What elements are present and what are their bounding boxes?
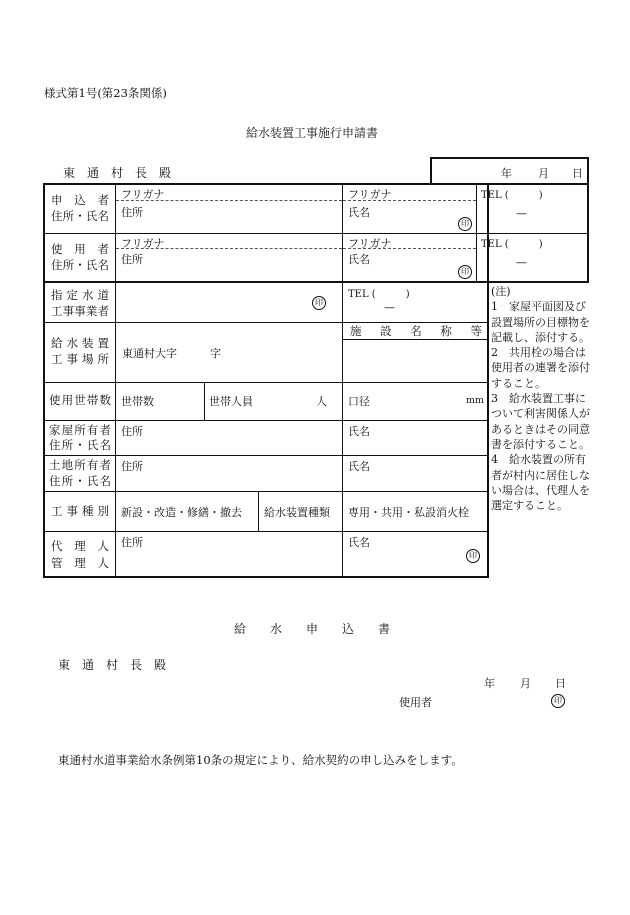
user-name-furigana-label: フリガナ: [348, 237, 392, 250]
lower-date-year: 年: [484, 677, 495, 690]
user-label: 使 用 者: [51, 242, 109, 256]
applicant-seal-icon: 印: [458, 217, 472, 231]
work-type-label: 工 事 種 別: [51, 504, 109, 518]
notes-section: [491, 284, 594, 513]
user-tel-label: TEL ( ): [481, 239, 543, 250]
applicant-address-label: 住所: [121, 206, 143, 219]
site-label-2: 工 事 場 所: [51, 352, 109, 366]
agent-label-1: 代 理 人: [51, 539, 109, 553]
agent-address-label: 住所: [121, 536, 143, 549]
agent-seal-icon: 印: [466, 549, 480, 563]
date-day-label: 日: [572, 167, 583, 180]
land-owner-sublabel: 住所・氏名: [49, 474, 111, 488]
bore-unit-label: mm: [466, 395, 485, 406]
house-owner-name-label: 氏名: [348, 425, 370, 438]
house-owner-address-label: 住所: [121, 425, 143, 438]
applicant-name-label: 氏名: [348, 206, 370, 219]
user-address-label: 住所: [121, 253, 143, 266]
user-name-label: 氏名: [348, 253, 370, 266]
lower-user-label: 使用者: [399, 696, 432, 709]
lower-statement: 東通村水道事業給水条例第10条の規定により、給水契約の申し込みをします。: [58, 753, 463, 767]
date-year-label: 年: [501, 167, 512, 180]
lower-date-day: 日: [555, 677, 566, 690]
land-owner-address-label: 住所: [121, 460, 143, 473]
device-type-value: 専用・共用・私設消火栓: [348, 506, 469, 519]
person-unit-label: 人: [316, 395, 327, 408]
user-sublabel: 住所・氏名: [51, 258, 109, 272]
applicant-tel-dash: —: [516, 207, 527, 220]
device-type-label: 給水装置種類: [264, 506, 330, 519]
house-owner-sublabel: 住所・氏名: [49, 438, 111, 452]
addressee: 東 通 村 長 殿: [63, 166, 172, 180]
applicant-tel-label: TEL ( ): [481, 190, 543, 201]
notes-header: (注): [491, 285, 511, 298]
households-label: 使用世帯数: [49, 393, 111, 407]
contractor-tel-label: TEL ( ): [348, 289, 410, 300]
date-month-label: 月: [538, 167, 549, 180]
land-owner-label: 土地所有者: [49, 458, 111, 472]
household-members-label: 世帯人員: [209, 395, 253, 408]
lower-seal-icon: 印: [551, 694, 565, 708]
user-tel-dash: —: [516, 256, 527, 269]
note-item-2: 2 共用栓の場合は使用者の連署を添付すること。: [491, 346, 590, 390]
lower-date-month: 月: [520, 677, 531, 690]
applicant-sublabel: 住所・氏名: [51, 209, 109, 223]
land-owner-name-label: 氏名: [348, 460, 370, 473]
contractor-label-1: 指 定 水 道: [51, 288, 109, 302]
form-number: 様式第1号(第23条関係): [44, 86, 167, 100]
contractor-tel-dash: —: [384, 301, 395, 314]
contractor-label-2: 工事事業者: [51, 304, 109, 318]
applicant-furigana-label: フリガナ: [121, 188, 165, 201]
note-item-1: 1 家屋平面図及び設置場所の目標物を記載し、添付する。: [491, 300, 590, 344]
work-type-value: 新設・改造・修繕・撤去: [121, 506, 242, 519]
site-label-1: 給 水 装 置: [51, 336, 109, 350]
lower-title: 給 水 申 込 書: [234, 622, 391, 636]
note-item-4: 4 給水装置の所有者が村内に居住しない場合は、代理人を選定すること。: [491, 453, 590, 513]
household-count-label: 世帯数: [121, 395, 154, 408]
form-title: 給水装置工事施行申請書: [246, 126, 379, 140]
applicant-name-furigana-label: フリガナ: [348, 188, 392, 201]
site-value: 東通村大字 字: [122, 347, 221, 360]
agent-label-2: 管 理 人: [51, 556, 109, 570]
house-owner-label: 家屋所有者: [49, 423, 111, 437]
bore-label: 口径: [348, 395, 370, 408]
user-furigana-label: フリガナ: [121, 237, 165, 250]
facility-header: 施 設 名 称 等: [350, 324, 482, 338]
applicant-label: 申 込 者: [51, 193, 109, 207]
agent-name-label: 氏名: [348, 536, 370, 549]
lower-addressee: 東 通 村 長 殿: [58, 658, 167, 672]
contractor-seal-icon: 印: [312, 296, 326, 310]
user-seal-icon: 印: [458, 265, 472, 279]
note-item-3: 3 給水装置工事について利害関係人があるときはその同意書を添付すること。: [491, 392, 590, 451]
